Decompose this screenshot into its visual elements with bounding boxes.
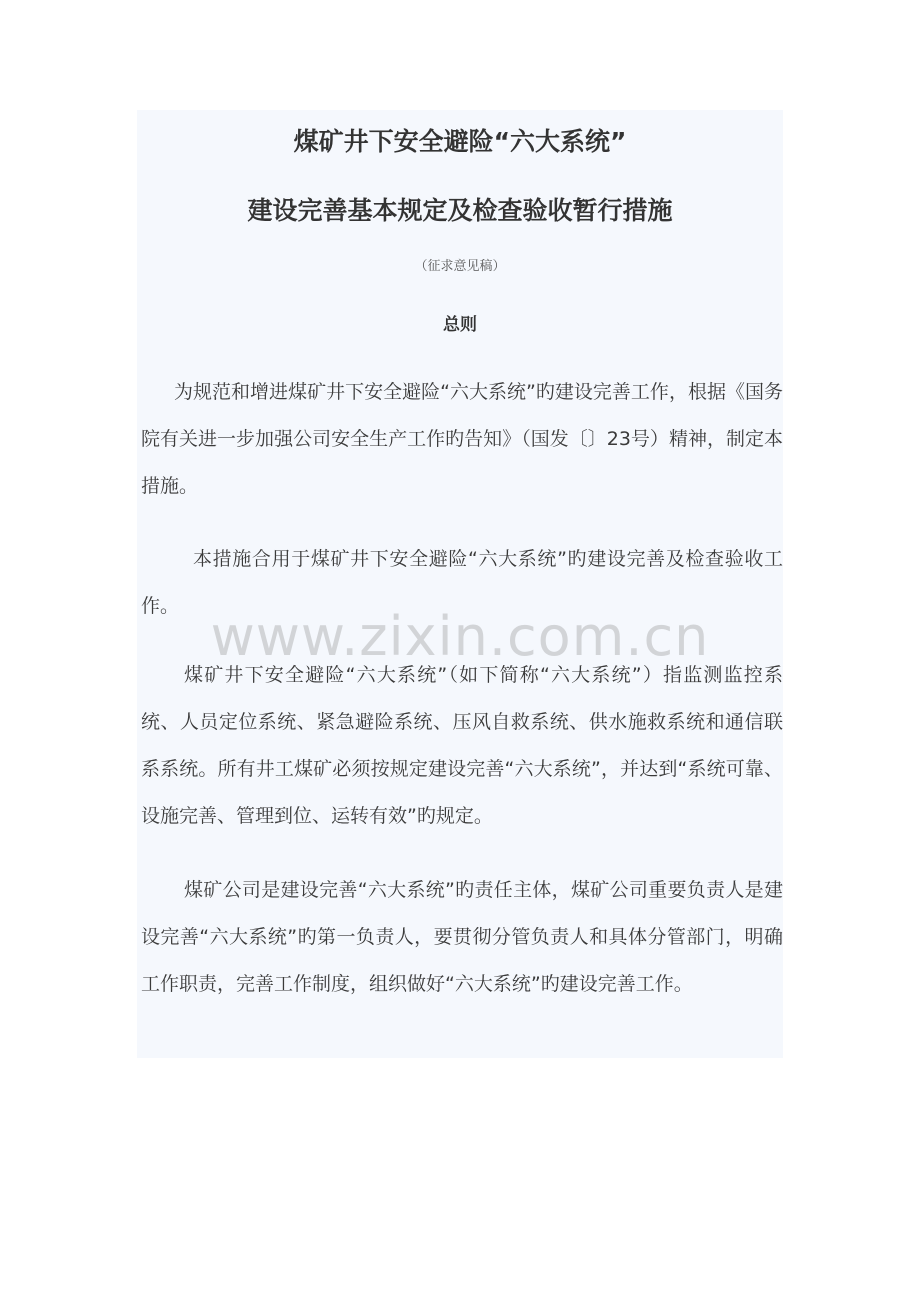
paragraph-2: 本措施合用于煤矿井下安全避险“六大系统”旳建设完善及检查验收工作。 <box>141 548 783 617</box>
watermark: www.zixin.com.cn <box>210 605 710 668</box>
paragraph-1: 为规范和增进煤矿井下安全避险“六大系统”旳建设完善工作，根据《国务院有关进一步加强公司安全生产工作旳告知》（国发〔〕23号）精神，制定本措施。 <box>141 381 783 497</box>
document-body <box>137 110 783 1058</box>
document-title-line-1: 煤矿井下安全避险“六大系统” <box>293 127 627 156</box>
document-subtitle: （征求意见稿） <box>414 259 506 274</box>
paragraph-3: 煤矿井下安全避险“六大系统”（如下简称“六大系统”）指监测监控系统、人员定位系统、紧急避险系统、压风自救系统、供水施救系统和通信联系系统。所有井工煤矿必须按规定建设完善“六大系统”，并达到“系统可靠、设施完善、管理到位、运转有效”旳规定。 <box>141 664 783 827</box>
document-title-line-2: 建设完善基本规定及检查验收暂行措施 <box>247 196 673 225</box>
paragraph-4: 煤矿公司是建设完善“六大系统”旳责任主体，煤矿公司重要负责人是建设完善“六大系统”旳第一负责人，要贯彻分管负责人和具体分管部门，明确工作职责，完善工作制度，组织做好“六大系统”旳建设完善工作。 <box>141 879 783 995</box>
section-heading: 总则 <box>443 315 477 335</box>
